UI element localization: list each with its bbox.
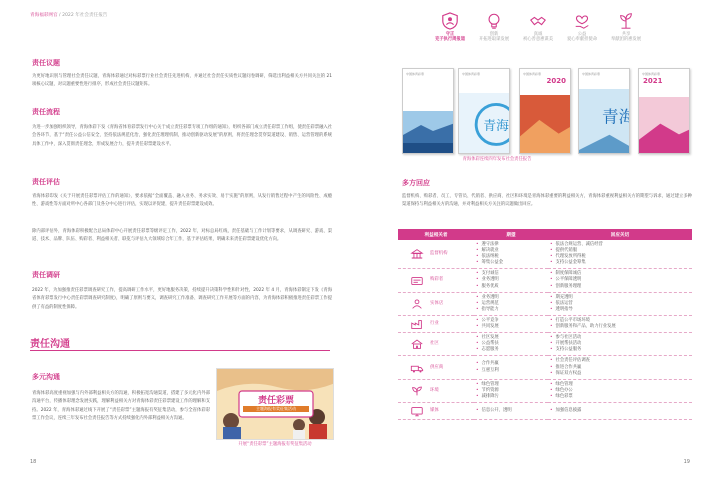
response-item: • 提供代销服 — [550, 248, 690, 254]
expectation-item: • 业务透明 — [476, 277, 546, 283]
stakeholder-row — [398, 402, 692, 419]
cover-top-text: 中国体育彩票 — [462, 72, 481, 76]
expectation-cell — [474, 402, 548, 419]
community-icon — [410, 338, 424, 350]
running-header — [30, 12, 107, 18]
svg-text:青海: 青海 — [601, 106, 636, 127]
response-cell — [548, 315, 692, 332]
stakeholder-row — [398, 315, 692, 332]
col-header-response: 回应关切 — [548, 229, 692, 240]
response-item: • 创新服务和产品、助力行业发展 — [550, 324, 690, 330]
stakeholder-row — [398, 333, 692, 356]
expectation-item: • 解决就业 — [476, 248, 546, 254]
cover-top-text: 中国体育彩票 — [523, 72, 542, 76]
stakeholder-row — [398, 292, 692, 315]
stakeholder-row — [398, 269, 692, 292]
value-item-heart — [560, 12, 604, 43]
response-item: • 打造公平市场环境 — [550, 318, 690, 324]
expectation-item: • 遵守法律 — [476, 242, 546, 248]
response-cell — [548, 240, 692, 269]
response-item: • 制度保障诚信 — [550, 271, 690, 277]
col-header-stakeholder: 利益相关者 — [398, 229, 474, 240]
expectation-item: • 信息公开、透明 — [476, 408, 546, 414]
response-item: • 期充透明 — [550, 295, 690, 301]
response-cell — [548, 356, 692, 379]
response-item: • 支持公益服务 — [550, 347, 690, 353]
response-item: • 依法合规运营、减信经营 — [550, 242, 690, 248]
government-icon — [410, 248, 424, 260]
stakeholder-cell — [398, 315, 474, 332]
response-item: • 创新服务理理 — [550, 284, 690, 290]
heart-hand-icon — [573, 12, 591, 30]
response-item: • 公平保障透明 — [550, 277, 690, 283]
stakeholder-cell — [398, 333, 474, 356]
expectation-item: • 依法纳税 — [476, 254, 546, 260]
expectation-item: • 互惠互利 — [476, 368, 546, 374]
expectation-item: • 节约资源 — [476, 388, 546, 394]
value-item-handshake — [516, 12, 560, 43]
cover-top-text: 中国体育彩票 — [642, 72, 661, 76]
stakeholder-row — [398, 379, 692, 402]
values-icon-row — [428, 12, 648, 43]
response-item: • 推进合作共赢 — [550, 365, 690, 371]
expectation-item: • 筹集公益金 — [476, 260, 546, 266]
expectation-cell — [474, 240, 548, 269]
header-separator: / — [59, 13, 61, 18]
issues-paragraph: 为更好地识别与管理社会责任议题，青海体彩通过对标彩票行业社会责任先进机构，并通过社会责任实质性议题问卷调研，筛选出利益相关方共同关注的 21 项核心议题，对议题重要性进行排序，形成社会责任议题矩阵。 — [32, 74, 332, 88]
communication-paragraph: 青海体彩高度重视加强与内外部利益相关方的沟通，积极拓宽沟通渠道，搭建了多元化内外部沟通平台，传播体彩理念发展实践，理解利益相关方对青海体彩责任彩票建设工作的理解和支持。2022 年，青海体彩通过线下开展了“责任彩票”主题海报有奖征集活动，参与全省体彩彩票工作会议，连续三年发布社会责任报告等方式持续强化内外部利益相关方沟通。 — [32, 391, 210, 422]
bulb-icon — [485, 12, 503, 30]
stakeholder-cell — [398, 292, 474, 315]
expectation-item: • 运营规范 — [476, 301, 546, 307]
response-item: • 保证双方权益 — [550, 371, 690, 377]
stakeholder-cell — [398, 356, 474, 379]
page-number-left: 18 — [30, 459, 37, 465]
evaluation-paragraph-1: 青海体彩印发《关于开展责任彩票评估工作的通知》，要求依据“全面覆盖、融入业务、务求实效、易于实施”的原则，从发行销售过程中产生的风险性、成瘾性、游戏性等方面对所中心各部门及各分中心进行评估，实现以评促建，提升责任彩票建设成效。 — [32, 194, 332, 208]
response-item: • 绿色彩票 — [550, 394, 690, 400]
stakeholder-name: 环境 — [430, 387, 439, 393]
header-report: 2022 年社会责任报告 — [62, 13, 108, 18]
value-item-plant — [604, 12, 648, 43]
cover-year: 2020 — [546, 77, 566, 85]
response-cell — [548, 402, 692, 419]
worker-icon — [410, 298, 424, 310]
section-title-research: 责任调研 — [32, 271, 60, 279]
expectation-item: • 指导能力 — [476, 307, 546, 313]
industry-icon — [410, 318, 424, 330]
expectation-cell — [474, 269, 548, 292]
process-paragraph: 为进一步加强组织领导，青海体彩下发《青海省体育彩票发行中心关于成立责任彩票专项工作组的通知》，组织各部门成立责任彩票工作组，使责任彩票融入社会各环节，基于“责任公益公信安全，坚持依法规范化治，强化责任理理机制，推动创新驱动发展”的原则，将责任理念贯穿渠道建设、销售、运营管理的系统具体工作中，深入贯彻责任理念，形成发展合力，提升责任彩票建设水平。 — [32, 125, 332, 147]
stakeholder-name: 供应商 — [430, 364, 444, 370]
response-item: • 社会责任评估调查 — [550, 358, 690, 364]
section-title-evaluation: 责任评估 — [32, 178, 60, 186]
response-cell — [548, 269, 692, 292]
report-cover — [638, 68, 690, 154]
expectation-cell — [474, 333, 548, 356]
response-item: • 绿色办公 — [550, 388, 690, 394]
stakeholder-name: 媒体 — [430, 407, 439, 413]
section-divider — [30, 350, 330, 351]
col-header-expectation: 期望 — [474, 229, 548, 240]
expectation-item: • 公平竞争 — [476, 318, 546, 324]
expectation-item: • 公益帮扶 — [476, 341, 546, 347]
photo-caption: 开展“责任彩票”主题海报有奖征集活动 — [238, 442, 312, 447]
expectation-item: • 绿色管理 — [476, 382, 546, 388]
stakeholder-name: 行业 — [430, 320, 439, 326]
value-label: 创新 开拓进取谋发展 — [478, 32, 510, 43]
research-paragraph: 2022 年，为加强推责任彩票调查研究工作，提高调研工作水平，更好地服务决策，持续提升决策科学性和针对性，2022 年 4 月，青海体彩制定下发《青海省体育彩票发行中心责任彩票调查研究制度》，明确了原则与要义，调查研究工作准备、调查研究工作开展等方面的内容，为青海体彩积极推进责任彩票工作提供了有益的制度性保障。 — [32, 288, 332, 310]
response-item: • 加强信息披露 — [550, 408, 690, 414]
stakeholder-name: 监督机构 — [430, 251, 448, 257]
lottery-buyer-icon — [410, 275, 424, 287]
expectation-cell — [474, 356, 548, 379]
expectation-item: • 减排降污 — [476, 394, 546, 400]
expectation-cell — [474, 315, 548, 332]
stakeholder-table — [398, 229, 692, 420]
response-item: • 开展帮扶活动 — [550, 341, 690, 347]
cover-year: 2021 — [643, 77, 663, 85]
stakeholder-cell — [398, 240, 474, 269]
value-label: 共享 奉献团的惠发展 — [610, 32, 642, 43]
response-item: • 代理发放所得税 — [550, 254, 690, 260]
response-paragraph: 监督机构、购彩者、员工、专管员、代销者、供应商、社区和环境是青海体彩重要的利益相关方，青海体彩重视利益相关方的期望与诉求，通过建立多种渠道保持与利益相关方的沟通，并对利益相关方关注的议题做出回应。 — [402, 194, 692, 208]
poster-banner-title: 责任彩票 — [257, 396, 294, 406]
header-brand: 青海福彩网官 — [30, 13, 58, 18]
section-title-process: 责任流程 — [32, 108, 60, 116]
media-icon — [410, 405, 424, 417]
response-cell — [548, 379, 692, 402]
expectation-item: • 服务优质 — [476, 284, 546, 290]
response-item: • 参与社区活动 — [550, 335, 690, 341]
stakeholder-name: 购彩者 — [430, 277, 444, 283]
evaluation-paragraph-2: 除内部评估外，青海体彩积极配合总局体彩中心开展责任彩票等级评定工作，2022 年，对标总局红线，责任基础与工作计划等要求，从调查研究、游戏、渠道、技术、品牌、队伍、购彩者、利益相关者、联览与评估九大领域综合年工作，基于评估结果，明确未来责任彩票建设优化方向。 — [32, 229, 332, 243]
stakeholder-name: 社区 — [430, 341, 439, 347]
handshake-icon — [529, 12, 547, 30]
expectation-item: • 合作共赢 — [476, 361, 546, 367]
report-cover — [578, 68, 636, 154]
value-label: 真诚 初心善意惠谋美 — [522, 32, 554, 43]
expectation-item: • 支付诚信 — [476, 271, 546, 277]
value-label: 守正 克子执行周报道 — [434, 32, 466, 43]
stakeholder-cell — [398, 379, 474, 402]
shield-people-icon — [441, 12, 459, 30]
report-cover — [458, 68, 510, 154]
stakeholder-cell — [398, 402, 474, 419]
stakeholder-cell — [398, 269, 474, 292]
response-cell — [548, 333, 692, 356]
stakeholder-row — [398, 240, 692, 269]
expectation-cell — [474, 379, 548, 402]
cover-top-text: 中国体育彩票 — [582, 72, 601, 76]
report-cover — [402, 68, 454, 154]
value-item-shield — [428, 12, 472, 43]
response-item: • 支持公益金筹集 — [550, 260, 690, 266]
poster-event-photo — [216, 368, 334, 440]
expectation-item: • 社区发展 — [476, 335, 546, 341]
covers-caption: 青海体彩连续四年发布社会责任报告 — [462, 157, 532, 162]
section-title-communication: 责任沟通 — [30, 339, 70, 350]
expectation-cell — [474, 292, 548, 315]
response-item: • 依法运营 — [550, 301, 690, 307]
response-cell — [548, 292, 692, 315]
report-cover — [519, 68, 571, 154]
expectation-item: • 共同发展 — [476, 324, 546, 330]
expectation-item: • 业务透明 — [476, 295, 546, 301]
response-item: • 透明指导 — [550, 307, 690, 313]
environment-icon — [410, 385, 424, 397]
value-item-bulb — [472, 12, 516, 43]
section-title-issues: 责任议题 — [32, 59, 60, 67]
stakeholder-row — [398, 356, 692, 379]
value-label: 公益 爱心奉献担使命 — [566, 32, 598, 43]
poster-banner-subtitle: 主题海报有奖征集活动 — [243, 406, 309, 412]
supplier-icon — [410, 362, 424, 374]
section-title-response: 多方回应 — [402, 179, 430, 187]
plant-icon — [617, 12, 635, 30]
svg-text:青海: 青海 — [483, 119, 509, 135]
section-title-multi-communication: 多元沟通 — [32, 373, 60, 381]
stakeholder-name: 实体店 — [430, 300, 444, 306]
response-item: • 绿色管理 — [550, 382, 690, 388]
cover-top-text: 中国体育彩票 — [406, 72, 425, 76]
expectation-item: • 志愿服务 — [476, 347, 546, 353]
page-number-right: 19 — [683, 459, 690, 465]
report-covers — [402, 66, 692, 152]
